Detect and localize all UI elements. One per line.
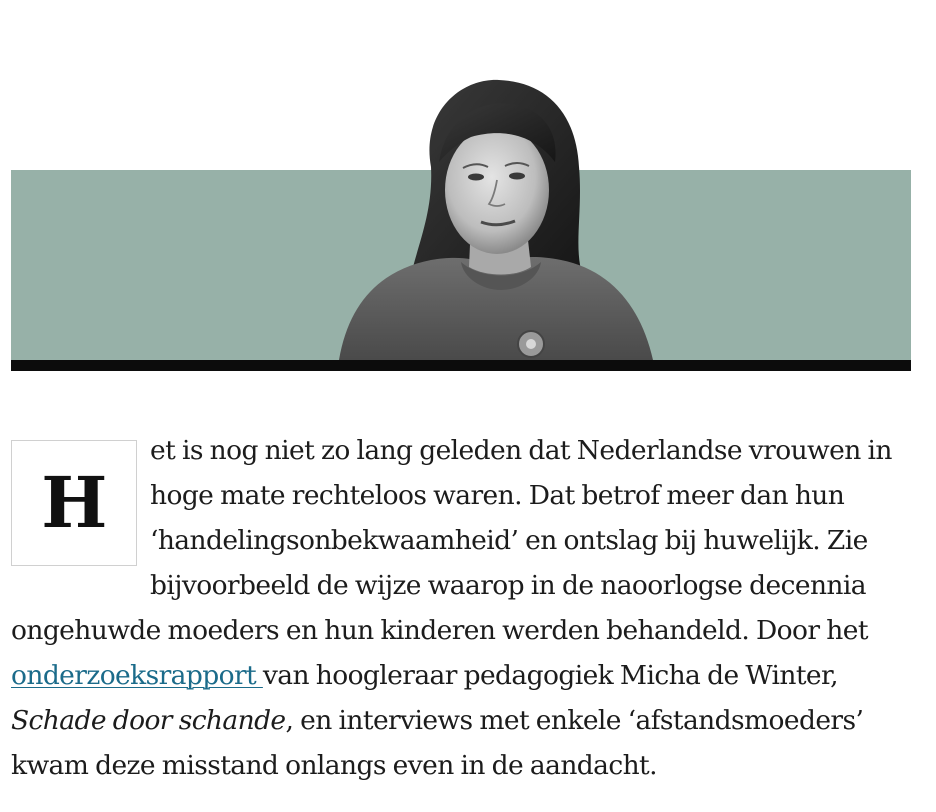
- paragraph-text-end: , en interviews met enkele ‘afstandsmoeders’ kwam deze misstand onlangs even in de aandacht.: [11, 705, 864, 781]
- paragraph-text-start: et is nog niet zo lang geleden dat Nederlandse vrouwen in hoge mate rechteloos waren. Dat betrof meer dan hun ‘handelingsonbekwaamheid’ en ontslag bij huwelijk. Zie bijvoorbeeld de wijze waarop in de naoorlogse decennia ongehuwde moeders en hun kinderen werden behandeld. Door het: [11, 435, 892, 646]
- hero-divider-bar: [11, 360, 911, 371]
- article-body: [11, 428, 913, 788]
- lead-paragraph: [11, 428, 913, 788]
- drop-cap: H: [11, 440, 137, 566]
- author-portrait: [321, 72, 666, 360]
- paragraph-text-middle: van hoogleraar pedagogiek Micha de Winter,: [262, 660, 838, 691]
- report-title: Schade door schande: [11, 705, 286, 736]
- research-report-link[interactable]: onderzoeksrapport: [11, 660, 263, 691]
- header-image: [11, 0, 911, 372]
